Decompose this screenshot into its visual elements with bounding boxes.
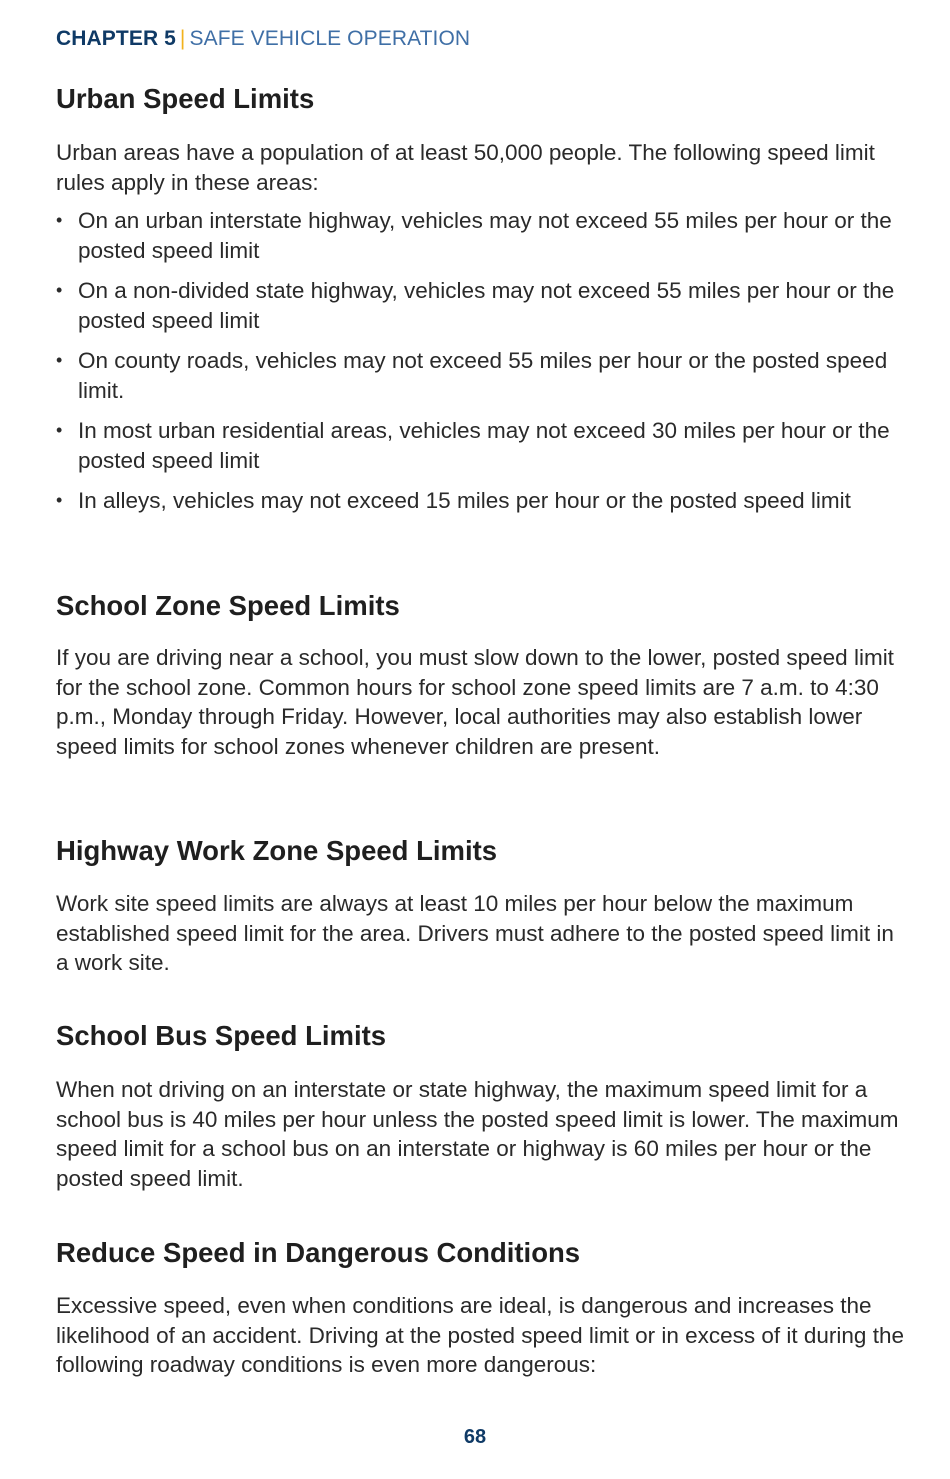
work-zone-body: Work site speed limits are always at least 10 miles per hour below the maximum established speed limit for the area. Drivers must adhere to the posted speed limit in a work site. xyxy=(56,891,894,975)
bullet-marker: • xyxy=(56,350,63,370)
urban-intro: Urban areas have a population of at least 50,000 people. The following speed limit rules apply in these areas: xyxy=(56,140,875,195)
urban-bullet-list xyxy=(56,206,906,527)
section-title: SAFE VEHICLE OPERATION xyxy=(189,27,471,50)
running-header xyxy=(56,26,470,52)
work-zone-heading: Highway Work Zone Speed Limits xyxy=(56,835,498,866)
list-item: • On an urban interstate highway, vehicles may not exceed 55 miles per hour or the posted speed limit xyxy=(56,208,892,263)
chapter-label: CHAPTER 5 xyxy=(56,27,176,50)
school-bus-body: When not driving on an interstate or state highway, the maximum speed limit for a school bus is 40 miles per hour unless the posted speed limit is lower. The maximum speed limit for a school bus on an interstate or highway is 60 miles per hour or the posted speed limit. xyxy=(56,1077,899,1191)
school-zone-heading: School Zone Speed Limits xyxy=(56,590,400,621)
list-item: • On county roads, vehicles may not exceed 55 miles per hour or the posted speed limit. xyxy=(56,348,888,403)
bullet-marker: • xyxy=(56,210,63,230)
list-item: • On a non-divided state highway, vehicles may not exceed 55 miles per hour or the posted speed limit xyxy=(56,278,895,333)
header-separator: | xyxy=(179,27,186,50)
bullet-marker: • xyxy=(56,490,63,510)
list-item: • In alleys, vehicles may not exceed 15 miles per hour or the posted speed limit xyxy=(56,486,906,516)
bullet-marker: • xyxy=(56,420,63,440)
bullet-marker: • xyxy=(56,280,63,300)
list-item: • In most urban residential areas, vehicles may not exceed 30 miles per hour or the posted speed limit xyxy=(56,418,890,473)
dangerous-conditions-heading: Reduce Speed in Dangerous Conditions xyxy=(56,1237,581,1268)
dangerous-conditions-body: Excessive speed, even when conditions are ideal, is dangerous and increases the likelihood of an accident. Driving at the posted speed limit or in excess of it during the following roadway conditions is even more dangerous: xyxy=(56,1293,904,1377)
school-bus-heading: School Bus Speed Limits xyxy=(56,1020,387,1051)
school-zone-body: If you are driving near a school, you must slow down to the lower, posted speed limit for the school zone. Common hours for school zone speed limits are 7 a.m. to 4:30 p.m., Monday through Friday. However, local authorities may also establish lower speed limits for school zones whenever children are present. xyxy=(56,645,894,759)
page-number: 68 xyxy=(463,1426,487,1448)
urban-heading: Urban Speed Limits xyxy=(56,83,315,114)
